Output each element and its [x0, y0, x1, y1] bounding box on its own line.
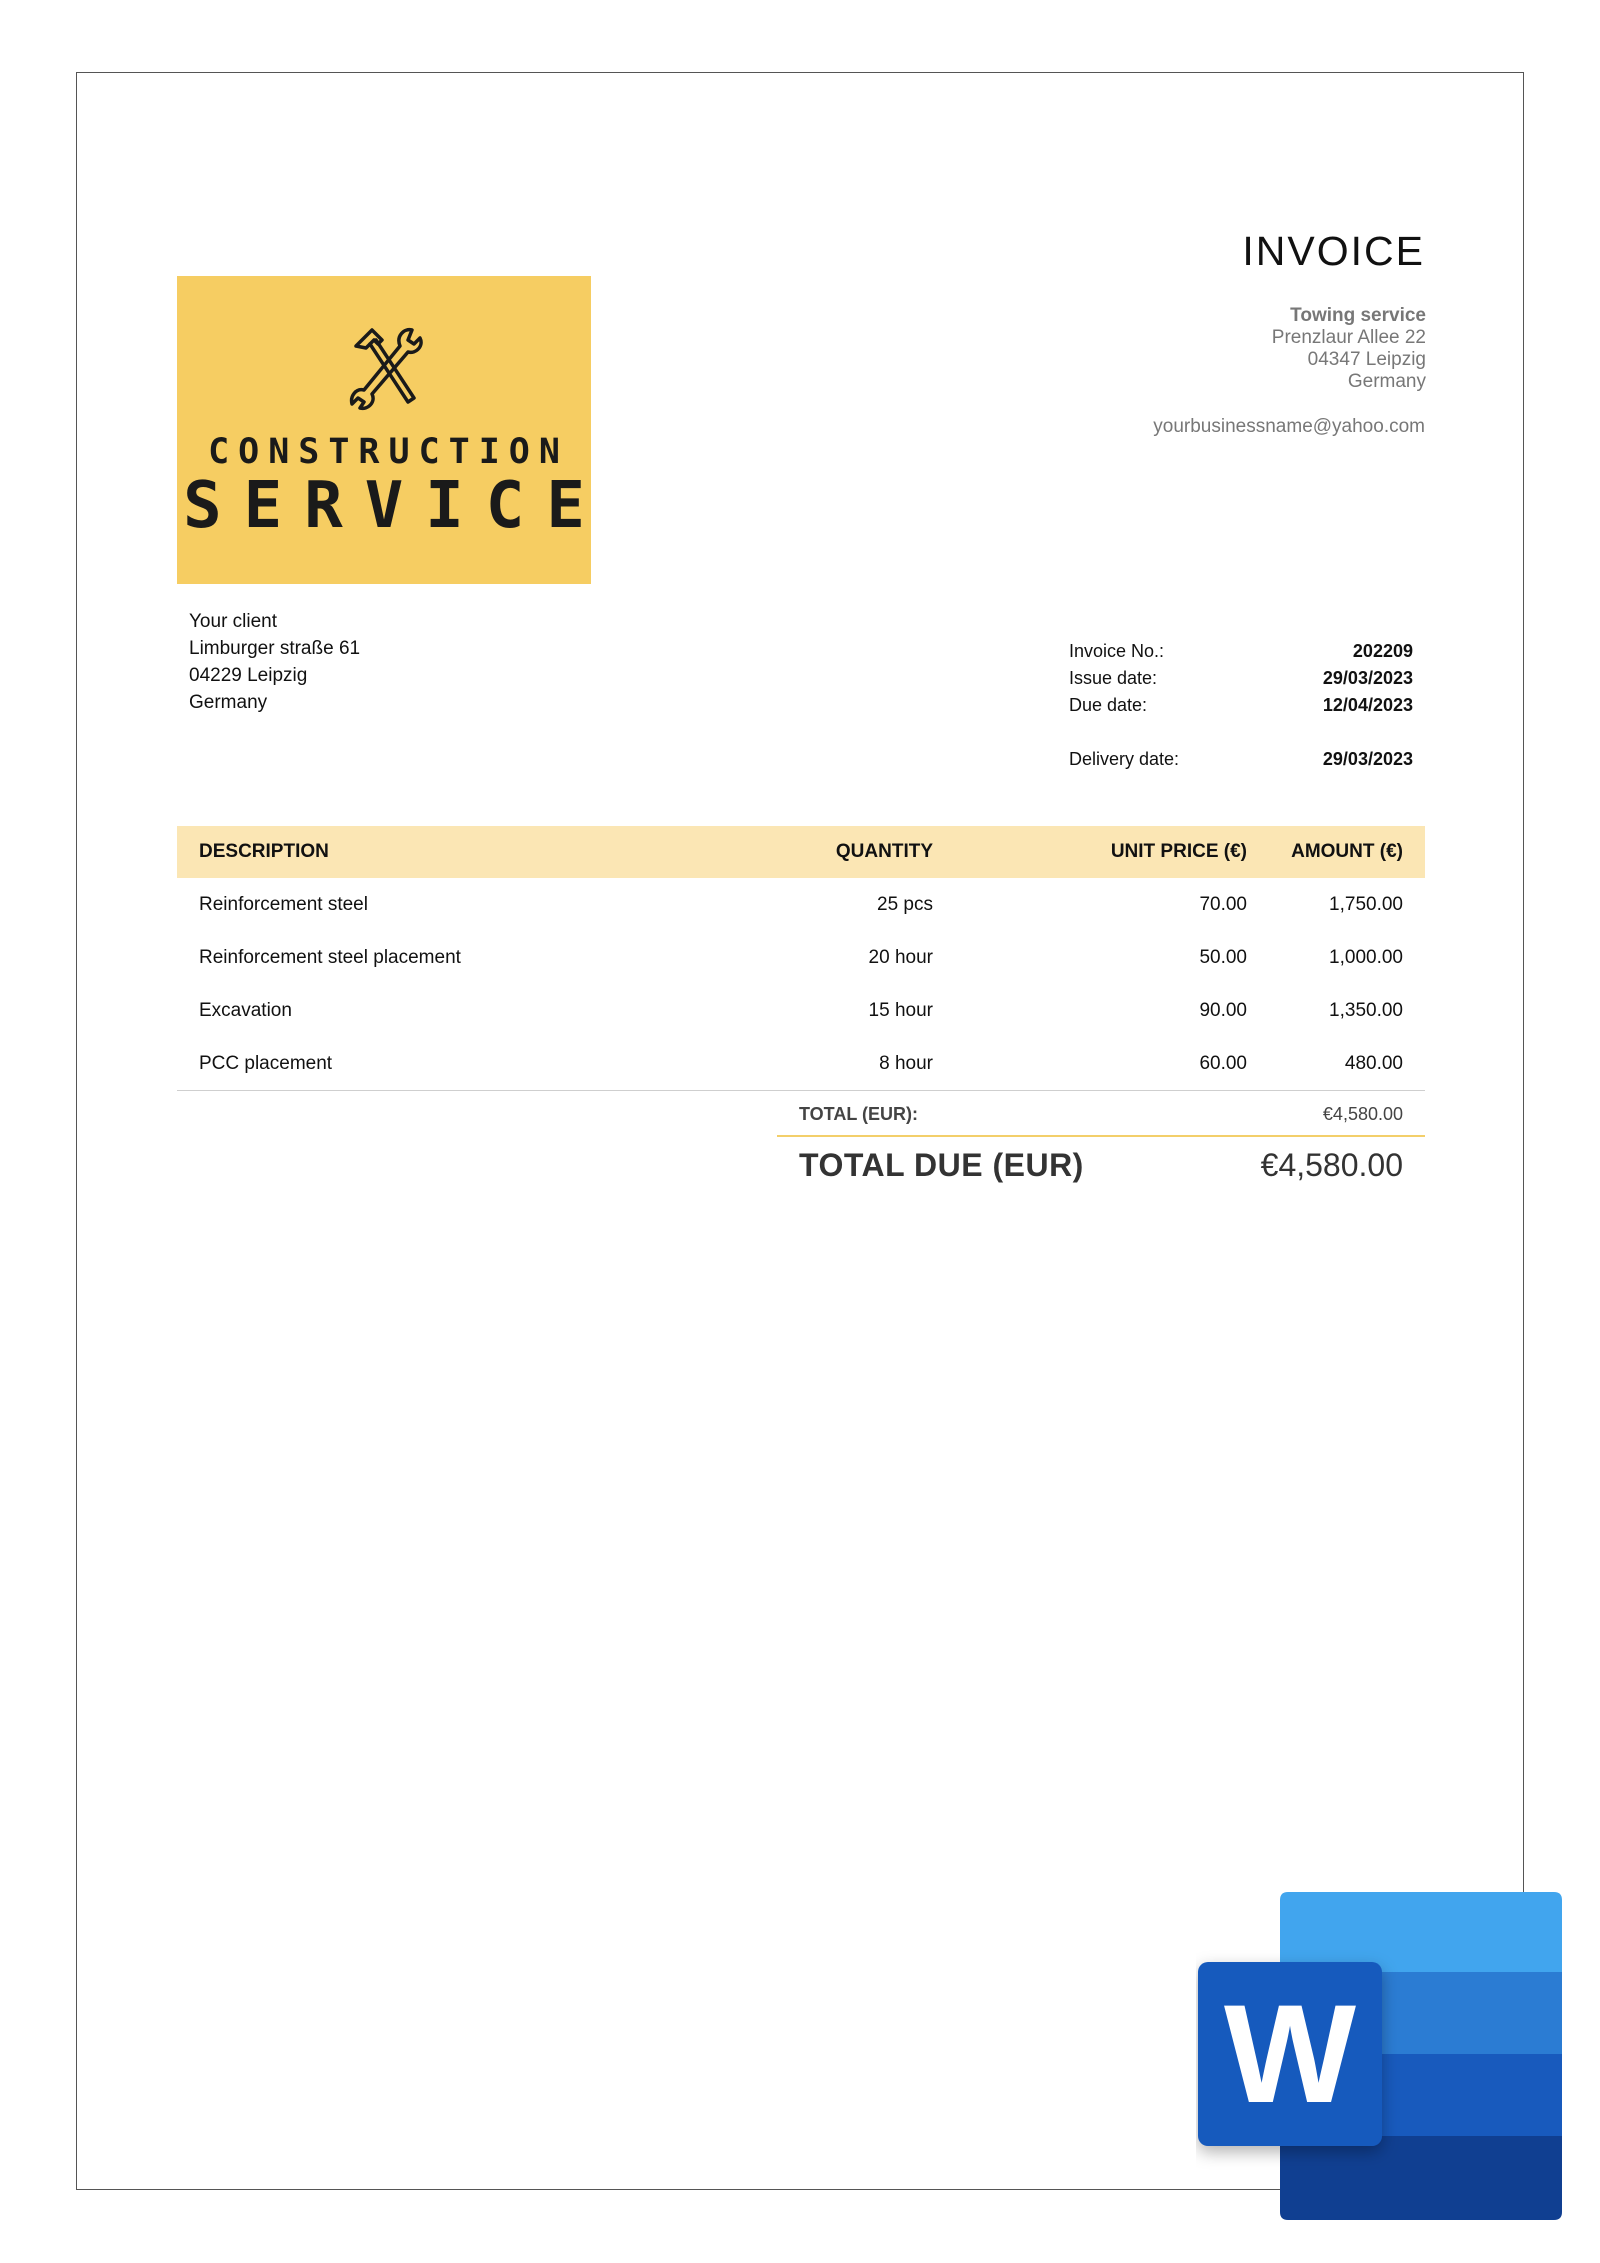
delivery-date-value: 29/03/2023 — [1322, 749, 1413, 769]
microsoft-word-icon — [1196, 1890, 1566, 2230]
row-description: Excavation — [199, 999, 292, 1021]
seller-name: Towing service — [1290, 305, 1426, 326]
logo-text-service: SERVICE — [183, 469, 607, 543]
meta-invoice-no — [1069, 638, 1413, 665]
invoice-no-value: 202209 — [1352, 641, 1413, 661]
table-header — [177, 826, 1425, 878]
table-row — [177, 878, 1425, 931]
client-country: Germany — [189, 692, 268, 713]
header-quantity: QUANTITY — [835, 841, 933, 862]
totals-block — [777, 1093, 1425, 1193]
row-description: Reinforcement steel — [199, 893, 368, 915]
row-quantity: 20 hour — [868, 946, 933, 968]
total-label: TOTAL (EUR): — [799, 1103, 918, 1124]
row-description: Reinforcement steel placement — [199, 946, 461, 968]
row-quantity: 8 hour — [751, 1037, 955, 1091]
table-header-row — [177, 826, 1425, 878]
seller-country: Germany — [1347, 371, 1426, 392]
row-unit-price: 60.00 — [955, 1037, 1269, 1091]
invoice-no-label: Invoice No.: — [1069, 641, 1165, 661]
row-unit-price: 90.00 — [1199, 999, 1247, 1021]
word-letter: W — [1223, 1975, 1357, 2132]
table-row — [177, 931, 1425, 984]
meta-issue-date — [1069, 665, 1413, 692]
row-quantity: 15 hour — [868, 999, 933, 1021]
issue-date-value: 29/03/2023 — [1322, 668, 1413, 688]
logo-text-construction: CONSTRUCTION — [208, 432, 569, 472]
company-logo — [177, 276, 607, 584]
header-amount: AMOUNT (€) — [1291, 841, 1403, 862]
seller-email[interactable]: yourbusinessname@yahoo.com — [1153, 416, 1425, 437]
row-quantity: 25 pcs — [877, 893, 933, 915]
meta-delivery-date — [1069, 746, 1413, 773]
total-value: €4,580.00 — [1322, 1103, 1403, 1124]
meta-due-date — [1069, 692, 1413, 719]
meta-spacer — [1069, 719, 1413, 746]
seller-street: Prenzlaur Allee 22 — [1271, 327, 1426, 348]
client-street: Limburger straße 61 — [189, 638, 361, 659]
line-items-table — [177, 826, 1425, 1091]
due-date-value: 12/04/2023 — [1322, 695, 1413, 715]
total-due-row — [777, 1137, 1425, 1193]
total-row — [777, 1093, 1425, 1137]
row-unit-price: 50.00 — [1199, 946, 1247, 968]
table-row — [177, 1037, 1425, 1091]
table-row — [177, 984, 1425, 1037]
invoice-title: INVOICE — [1242, 228, 1425, 274]
row-amount: 1,750.00 — [1329, 893, 1403, 915]
client-name: Your client — [189, 611, 278, 632]
due-date-label: Due date: — [1069, 695, 1148, 715]
issue-date-label: Issue date: — [1069, 668, 1158, 688]
invoice-meta — [1069, 638, 1413, 773]
row-description: PCC placement — [177, 1037, 751, 1091]
total-due-label: TOTAL DUE (EUR) — [799, 1146, 1084, 1183]
table-body — [177, 878, 1425, 1091]
row-unit-price: 70.00 — [1199, 893, 1247, 915]
delivery-date-label: Delivery date: — [1069, 749, 1180, 769]
total-due-value: €4,580.00 — [1260, 1146, 1403, 1183]
header-unit-price: UNIT PRICE (€) — [1110, 841, 1247, 862]
row-amount: 1,000.00 — [1329, 946, 1403, 968]
row-amount: 480.00 — [1269, 1037, 1425, 1091]
row-amount: 1,350.00 — [1329, 999, 1403, 1021]
client-address — [189, 608, 360, 716]
hammer-wrench-icon — [334, 316, 434, 416]
seller-city: 04347 Leipzig — [1307, 349, 1426, 370]
client-city: 04229 Leipzig — [189, 665, 308, 686]
header-description: DESCRIPTION — [199, 841, 329, 862]
seller-address — [1272, 305, 1426, 393]
